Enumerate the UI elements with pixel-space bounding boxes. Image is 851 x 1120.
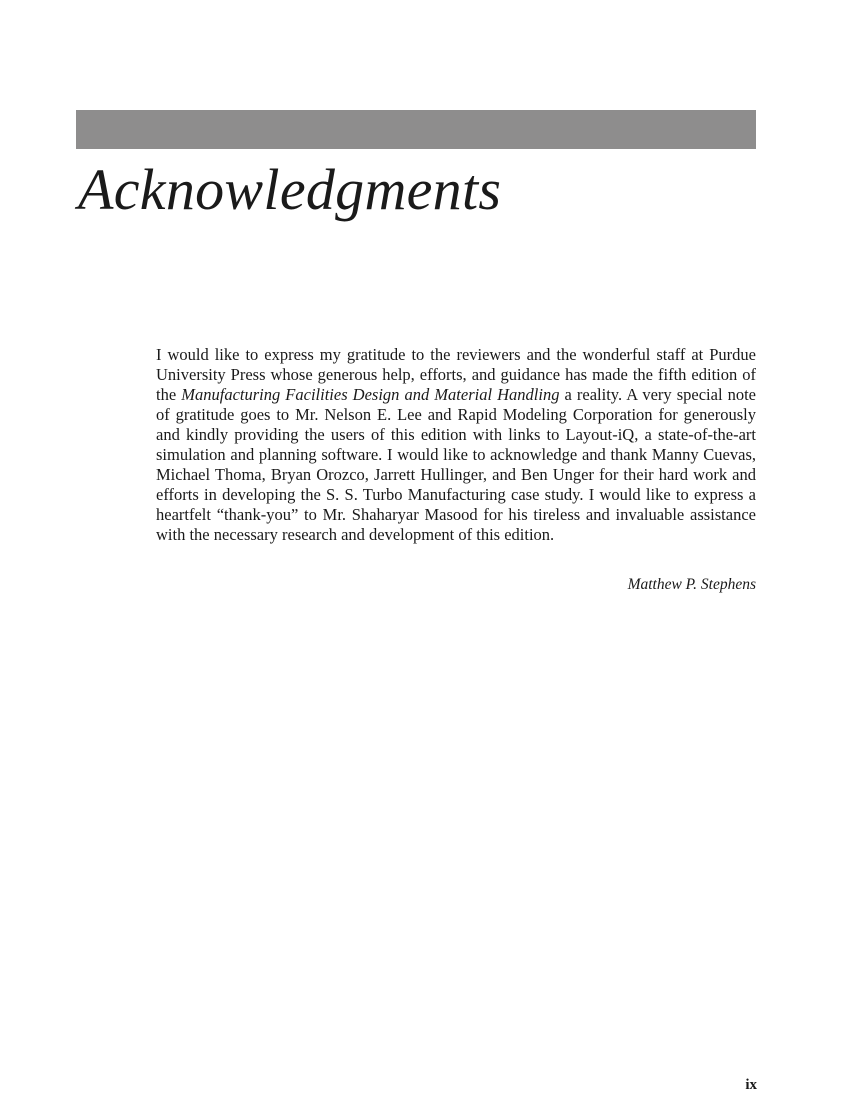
author-signature: Matthew P. Stephens	[627, 576, 756, 593]
paragraph-text-part1: I would like to express my gratitude to the reviewers and the wonderful staff at Purdue University Press whose generous help, efforts, and guidance has made the fifth edition of the	[156, 345, 756, 404]
acknowledgment-paragraph	[156, 345, 756, 545]
page-number: ix	[745, 1077, 757, 1093]
paragraph-text-part2: a reality. A very special note of gratitude goes to Mr. Nelson E. Lee and Rapid Modeling Corporation for generously and kindly providing the users of this edition with links to Layout-iQ, a state-of-the-art simulation and planning software. I would like to acknowledge and thank Manny Cuevas, Michael Thoma, Bryan Orozco, Jarrett Hullinger, and Ben Unger for their hard work and efforts in developing the S. S. Turbo Manufacturing case study. I would like to express a heartfelt “thank-you” to Mr. Shaharyar Masood for his tireless and invaluable assistance with the necessary research and development of this edition.	[156, 385, 756, 544]
page-title: Acknowledgments	[78, 157, 502, 222]
chapter-header-bar	[76, 110, 756, 149]
book-title: Manufacturing Facilities Design and Material Handling	[181, 385, 560, 404]
